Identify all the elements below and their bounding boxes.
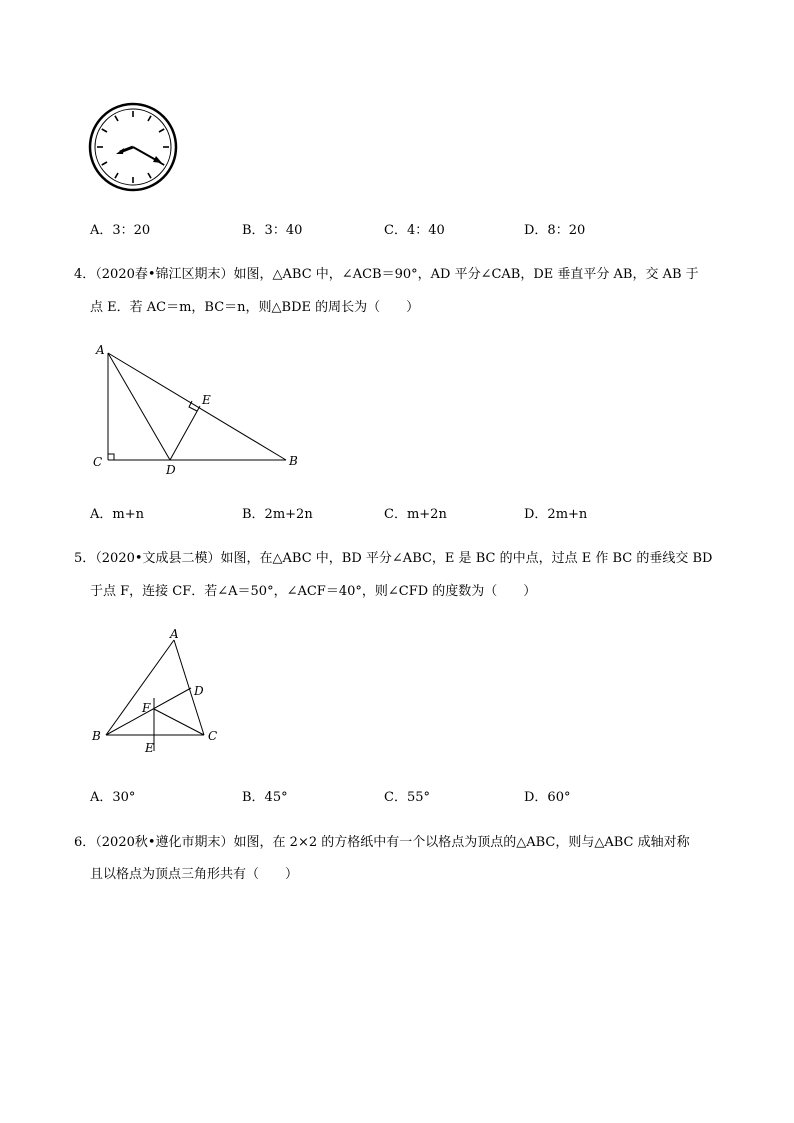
q5-label-c: C [208,729,218,743]
clock-minute-hand-tip [153,156,162,163]
clock-figure [88,100,188,195]
q4-line1: 如图，△ABC 中，∠ACB＝90°，AD 平分∠CAB，DE 垂直平分 AB，交 AB 于 [233,267,699,282]
q5-label-f: F [142,701,151,715]
q3-option-d: D．8：20 [524,223,586,238]
q3-option-b: B．3：40 [242,223,303,238]
q3-option-c: C．4：40 [384,223,445,238]
q4-side-ab [108,353,286,460]
q6-number: 6． [74,835,96,850]
q4-label-c: C [93,455,103,469]
q5-number: 5． [74,551,96,566]
q5-option-b: B．45° [242,790,288,805]
q4-label-d: D [166,463,176,477]
q4-option-d: D．2m+n [524,507,588,522]
q4-right-angle-c [108,454,114,460]
q4-text-line2: 点 E．若 AC＝m，BC＝n，则△BDE 的周长为（ ） [90,300,420,315]
q5-text-line1 [74,549,712,569]
q5-option-d: D．60° [524,790,571,805]
q6-source: （2020秋•遵化市期末） [95,835,234,850]
q4-segment-ad [108,353,170,460]
q5-text-line2: 于点 F，连接 CF．若∠A＝50°，∠ACF＝40°，则∠CFD 的度数为（ ） [90,584,537,599]
q5-label-e: E [145,741,154,755]
clock-hour-hand-tip [116,148,124,154]
q4-number: 4． [74,267,96,282]
q4-segment-de [170,406,200,460]
q4-option-c: C．m+2n [384,507,447,522]
q6-text-line2: 且以格点为顶点三角形共有（ ） [90,867,299,882]
q5-option-a: A．30° [90,790,136,805]
q5-line1: 如图，在△ABC 中，BD 平分∠ABC，E 是 BC 的中点，过点 E 作 BC 的垂线交 BD [220,551,713,566]
q5-label-a: A [170,627,179,641]
q4-label-a: A [96,343,105,357]
q5-side-ab [106,640,174,735]
q4-text-line1 [74,265,699,285]
q4-triangle-figure [88,340,318,480]
q5-source: （2020•文成县二模） [95,551,221,566]
q3-option-a: A．3：20 [90,223,151,238]
q6-line1: 如图，在 2×2 的方格纸中有一个以格点为顶点的△ABC，则与△ABC 成轴对称 [233,835,690,850]
q5-option-c: C．55° [384,790,430,805]
q4-label-e: E [202,393,211,407]
q4-label-b: B [289,454,298,468]
q4-source: （2020春•锦江区期末） [95,267,234,282]
q4-option-a: A．m+n [90,507,144,522]
q4-option-b: B．2m+2n [242,507,313,522]
q5-label-b: B [92,729,101,743]
q5-triangle-figure [88,625,238,760]
clock-minute-hand [133,147,156,160]
q6-text-line1 [74,833,690,853]
q5-label-d: D [194,684,204,698]
